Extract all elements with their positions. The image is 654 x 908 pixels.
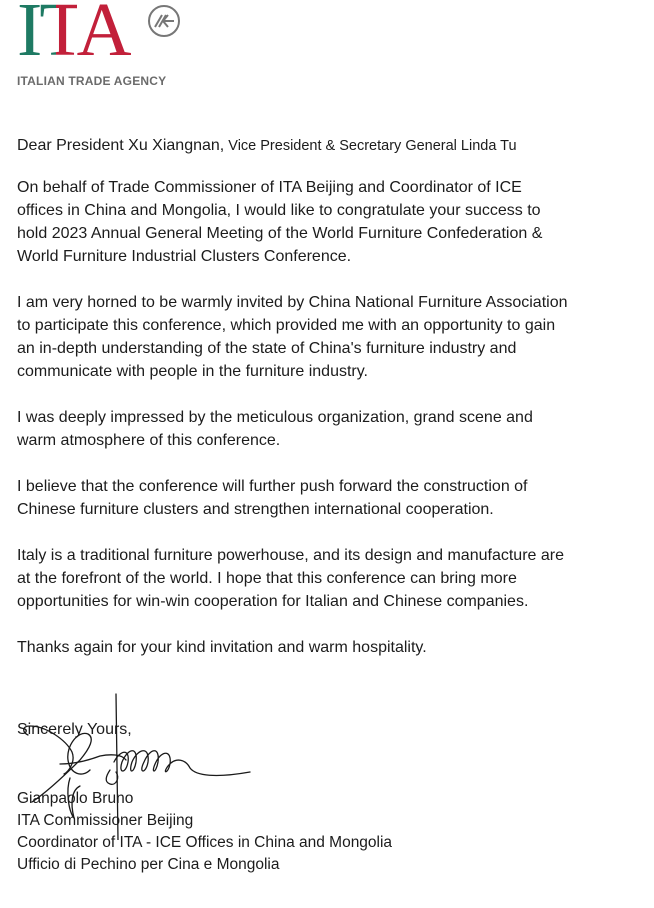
logo-letter-i: I — [17, 0, 40, 72]
text-line: Chinese furniture clusters and strengthen international cooperation. — [17, 501, 494, 518]
signatory-role: Coordinator of ITA - ICE Offices in China and Mongolia — [17, 834, 393, 851]
signatory-name: Gianpaolo Bruno — [17, 790, 134, 807]
paragraph-invitation — [17, 291, 647, 383]
salutation-secondary: Vice President & Secretary General Linda Tu — [224, 138, 517, 154]
text-line: Italy is a traditional furniture powerhouse, and its design and manufacture are — [17, 547, 564, 564]
text-line: I am very horned to be warmly invited by China National Furniture Association — [17, 294, 568, 311]
signatory-title: ITA Commissioner Beijing — [17, 812, 194, 829]
text-line: an in-depth understanding of the state of China's furniture industry and — [17, 340, 517, 357]
salutation-main: Dear President Xu Xiangnan, — [17, 137, 225, 154]
paragraph-thanks — [17, 636, 647, 659]
logo-subtitle: ITALIAN TRADE AGENCY — [17, 74, 167, 88]
signatory-office: Ufficio di Pechino per Cina e Mongolia — [17, 856, 280, 873]
text-line: warm atmosphere of this conference. — [17, 432, 281, 449]
logo-letter-t: T — [39, 0, 76, 72]
paragraph-belief — [17, 475, 647, 521]
signatory-block — [17, 788, 392, 876]
text-line: at the forefront of the world. I hope that this conference can bring more — [17, 570, 517, 587]
ita-arrows-circle-icon — [147, 4, 181, 38]
text-line: communicate with people in the furniture industry. — [17, 363, 368, 380]
letter-body — [17, 134, 647, 682]
text-line: offices in China and Mongolia, I would like to congratulate your success to — [17, 202, 541, 219]
text-line: Thanks again for your kind invitation and warm hospitality. — [17, 639, 427, 656]
paragraph-congratulations — [17, 176, 647, 268]
text-line: I believe that the conference will further push forward the construction of — [17, 478, 528, 495]
text-line: I was deeply impressed by the meticulous organization, grand scene and — [17, 409, 533, 426]
text-line: On behalf of Trade Commissioner of ITA Beijing and Coordinator of ICE — [17, 179, 522, 196]
paragraph-impression — [17, 406, 647, 452]
paragraph-italy — [17, 544, 647, 613]
ita-logo — [17, 0, 197, 90]
text-line: to participate this conference, which provided me with an opportunity to gain — [17, 317, 556, 334]
closing: Sincerely Yours, — [17, 721, 132, 738]
salutation — [17, 134, 647, 158]
logo-wordmark — [17, 0, 129, 72]
text-line: hold 2023 Annual General Meeting of the World Furniture Confederation & — [17, 225, 543, 242]
text-line: World Furniture Industrial Clusters Conference. — [17, 248, 352, 265]
text-line: opportunities for win-win cooperation for Italian and Chinese companies. — [17, 593, 529, 610]
logo-letter-a: A — [76, 0, 129, 72]
